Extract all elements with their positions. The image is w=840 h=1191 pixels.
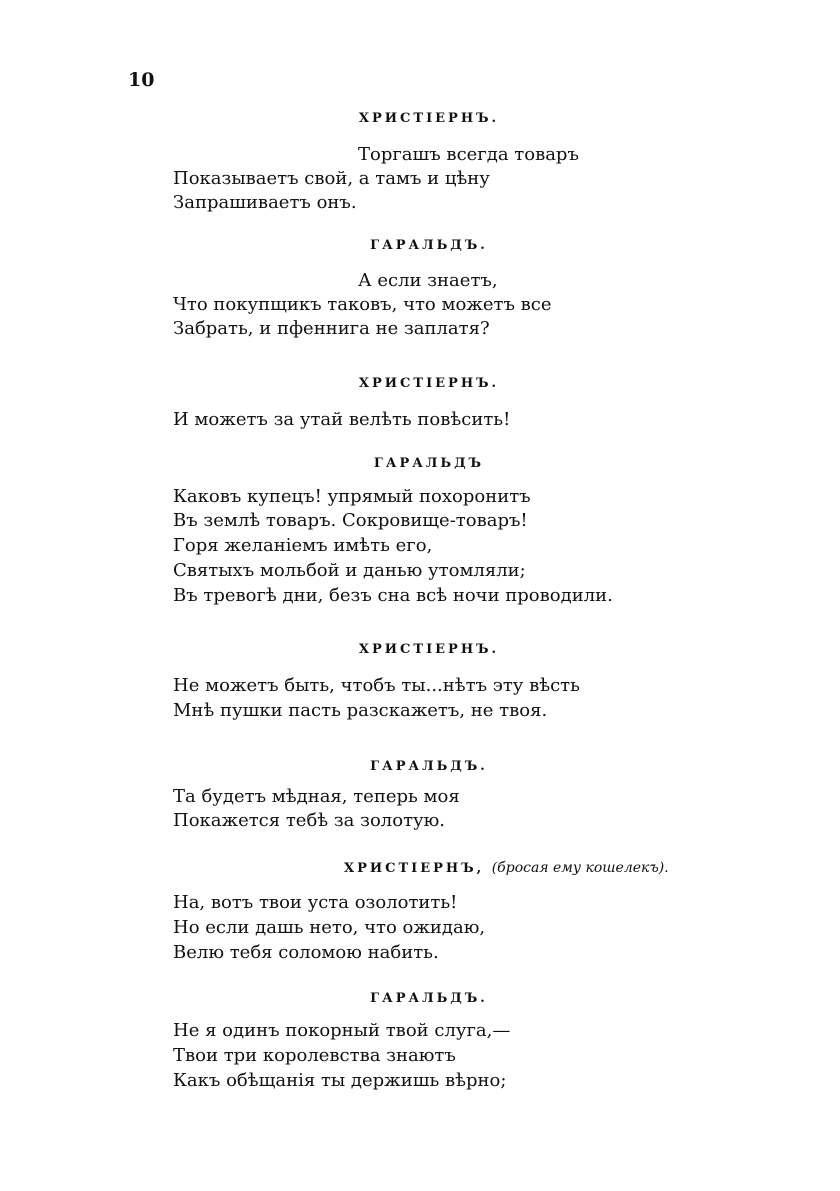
speaker-name: ГАРАЛЬДЪ. [370, 759, 488, 774]
verse-line: Святыхъ мольбой и данью утомляли; [173, 560, 526, 581]
stage-direction: (бросая ему кошелекъ). [491, 860, 669, 876]
speaker-name: ХРИСТІЕРНЪ. [358, 376, 500, 391]
speaker-name: ГАРАЛЬДЪ. [370, 238, 488, 253]
verse-line: Горя желаніемъ имѣть его, [173, 535, 433, 556]
verse-line: Покажется тебѣ за золотую. [173, 810, 446, 831]
speaker-name: ХРИСТІЕРНЪ, [344, 861, 485, 876]
verse-line: Что покупщикъ таковъ, что можетъ все [173, 294, 552, 315]
speaker-name: ХРИСТІЕРНЪ. [358, 111, 500, 126]
verse-line: Велю тебя соломою набить. [173, 942, 439, 963]
speaker-name: ГАРАЛЬДЪ [373, 456, 485, 471]
verse-line: Показываетъ свой, а тамъ и цѣну [173, 168, 490, 189]
verse-line: Въ землѣ товаръ. Сокровище-товаръ! [173, 510, 528, 531]
verse-line: Запрашиваетъ онъ. [173, 192, 357, 213]
verse-line: Не можетъ быть, чтобъ ты...нѣтъ эту вѣсть [173, 675, 580, 696]
verse-line: Мнѣ пушки пасть разскажетъ, не твоя. [173, 700, 548, 721]
speaker-heading [344, 859, 669, 878]
page-number: 10 [128, 69, 155, 91]
verse-line: И можетъ за утай велѣть повѣсить! [173, 409, 511, 430]
verse-line: Торгашъ всегда товаръ [358, 144, 579, 165]
verse-line: Та будетъ мѣдная, теперь моя [173, 786, 460, 807]
verse-line: Каковъ купецъ! упрямый похоронитъ [173, 486, 531, 507]
verse-line: Твои три королевства знаютъ [173, 1045, 456, 1066]
verse-line: Не я одинъ покорный твой слуга,— [173, 1020, 511, 1041]
verse-line: Въ тревогѣ дни, безъ сна всѣ ночи проводили. [173, 585, 613, 606]
verse-line: На, вотъ твои уста озолотить! [173, 892, 458, 913]
speaker-name: ХРИСТІЕРНЪ. [358, 642, 500, 657]
verse-line: Какъ обѣщанія ты держишь вѣрно; [173, 1070, 507, 1091]
verse-line: А если знаетъ, [358, 270, 498, 291]
speaker-name: ГАРАЛЬДЪ. [370, 991, 488, 1006]
verse-line: Забрать, и пфеннига не заплатя? [173, 318, 490, 339]
verse-line: Но если дашь нето, что ожидаю, [173, 917, 486, 938]
